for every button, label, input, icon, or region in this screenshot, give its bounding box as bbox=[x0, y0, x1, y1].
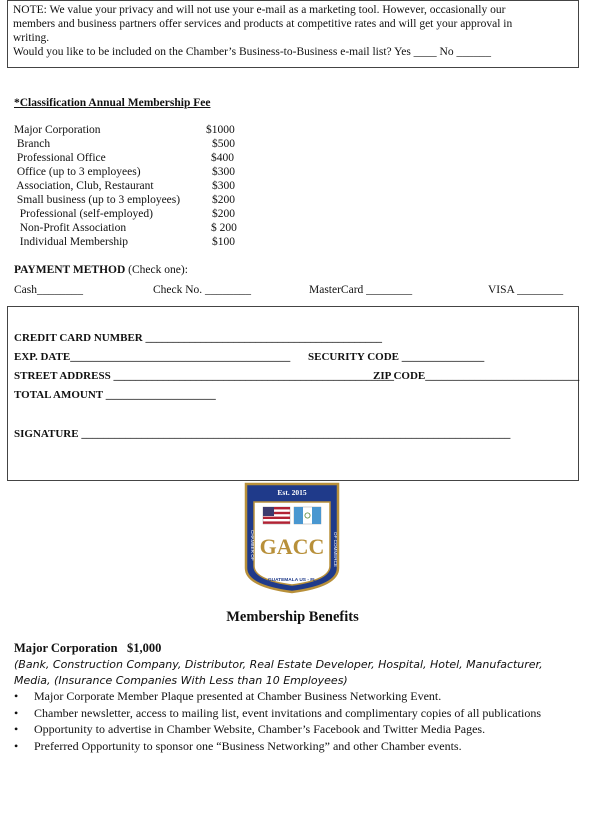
payment-method-hint: (Check one): bbox=[125, 264, 188, 276]
logo-est-text: Est. 2015 bbox=[277, 488, 307, 497]
benefit-text: Opportunity to advertise in Chamber Website, Chamber’s Facebook and Twitter Media Pages. bbox=[34, 722, 486, 736]
tier-heading: Major Corporation $1,000 bbox=[14, 641, 162, 655]
payment-method-label bbox=[14, 264, 188, 276]
fee-amount: $200 bbox=[212, 194, 235, 206]
fee-amount: $300 bbox=[212, 180, 235, 192]
bullet-icon: • bbox=[14, 689, 19, 703]
fee-class-name: Association, Club, Restaurant bbox=[14, 180, 154, 192]
payment-option-mastercard[interactable]: MasterCard ________ bbox=[309, 284, 413, 296]
fee-row bbox=[14, 124, 101, 136]
list-item bbox=[14, 689, 574, 705]
note-line-3: writing. bbox=[13, 32, 50, 44]
benefits-title: Membership Benefits bbox=[226, 609, 359, 625]
tier-description-line-1: (Bank, Construction Company, Distributor, Real Estate Developer, Hospital, Hotel, Manufacturer, bbox=[14, 658, 543, 671]
list-item bbox=[14, 706, 574, 722]
fee-class-name: Office (up to 3 employees) bbox=[14, 166, 141, 178]
exp-date-field[interactable]: EXP. DATE________________________________________ bbox=[14, 351, 291, 363]
zip-code-field[interactable]: ZIP CODE____________________________ bbox=[373, 370, 580, 382]
logo-left-text: CHAMBER OF bbox=[250, 530, 255, 561]
benefit-text: Chamber newsletter, access to mailing list, event invitations and complimentary copies of all publications bbox=[34, 705, 542, 720]
fee-amount: $200 bbox=[212, 208, 235, 220]
bullet-icon: • bbox=[14, 738, 19, 753]
street-address-field[interactable]: STREET ADDRESS ___________________________________________________ bbox=[14, 370, 394, 382]
fee-amount: $ 200 bbox=[211, 222, 237, 234]
fee-class-name: Individual Membership bbox=[14, 236, 129, 248]
total-amount-field[interactable]: TOTAL AMOUNT ____________________ bbox=[14, 389, 216, 401]
bullet-icon: • bbox=[14, 705, 19, 720]
fee-amount: $300 bbox=[212, 166, 235, 178]
payment-option-cash[interactable]: Cash________ bbox=[14, 284, 83, 296]
logo-bottom-text: GUATEMALA US - FL bbox=[267, 578, 317, 583]
fee-class-name: Non-Profit Association bbox=[14, 222, 127, 234]
privacy-note-box bbox=[7, 0, 579, 68]
logo-monogram: GACC bbox=[259, 534, 325, 559]
guatemala-flag-icon bbox=[294, 507, 321, 524]
benefits-list bbox=[14, 689, 574, 755]
fee-class-name: Professional Office bbox=[14, 152, 106, 164]
benefit-text: Major Corporate Member Plaque presented at Chamber Business Networking Event. bbox=[34, 689, 442, 703]
list-item bbox=[14, 739, 574, 755]
payment-method-title: PAYMENT METHOD bbox=[14, 264, 126, 276]
fee-amount: $1000 bbox=[206, 124, 235, 136]
benefit-text: Preferred Opportunity to sponsor one “Business Networking” and other Chamber events. bbox=[34, 738, 462, 753]
fee-amount: $100 bbox=[212, 236, 235, 248]
payment-option-visa[interactable]: VISA ________ bbox=[488, 284, 564, 296]
chamber-logo bbox=[244, 482, 340, 594]
payment-option-check[interactable]: Check No. ________ bbox=[153, 284, 252, 296]
email-list-question: Would you like to be included on the Chamber’s Business-to-Business e-mail list? Yes ____ No ______ bbox=[13, 46, 491, 58]
tier-description bbox=[14, 657, 574, 689]
logo-right-text: OF COMMERCE bbox=[333, 532, 338, 567]
tier-description-line-2: Media, (Insurance Companies With Less than 10 Employees) bbox=[14, 674, 348, 687]
fee-class-name: Branch bbox=[14, 138, 51, 150]
fee-class-name: Professional (self-employed) bbox=[14, 208, 153, 220]
card-number-field[interactable]: CREDIT CARD NUMBER ___________________________________________ bbox=[14, 332, 383, 344]
fee-amount: $400 bbox=[211, 152, 234, 164]
fee-class-name: Small business (up to 3 employees) bbox=[14, 194, 181, 206]
list-item bbox=[14, 722, 574, 738]
fee-amount: $500 bbox=[212, 138, 235, 150]
classification-heading: *Classification Annual Membership Fee bbox=[14, 97, 211, 109]
note-line-2: members and business partners offer services and products at competitive rates and will get your approval in bbox=[13, 18, 513, 30]
us-flag-icon bbox=[263, 507, 290, 524]
fee-class-name: Major Corporation bbox=[14, 124, 101, 136]
bullet-icon: • bbox=[14, 722, 19, 736]
signature-field[interactable]: SIGNATURE ______________________________________________________________________________ bbox=[14, 428, 511, 440]
credit-card-form-box bbox=[7, 306, 579, 481]
note-line-1: NOTE: We value your privacy and will not use your e-mail as a marketing tool. However, occasionally our bbox=[13, 4, 506, 16]
security-code-field[interactable]: SECURITY CODE _______________ bbox=[308, 351, 485, 363]
